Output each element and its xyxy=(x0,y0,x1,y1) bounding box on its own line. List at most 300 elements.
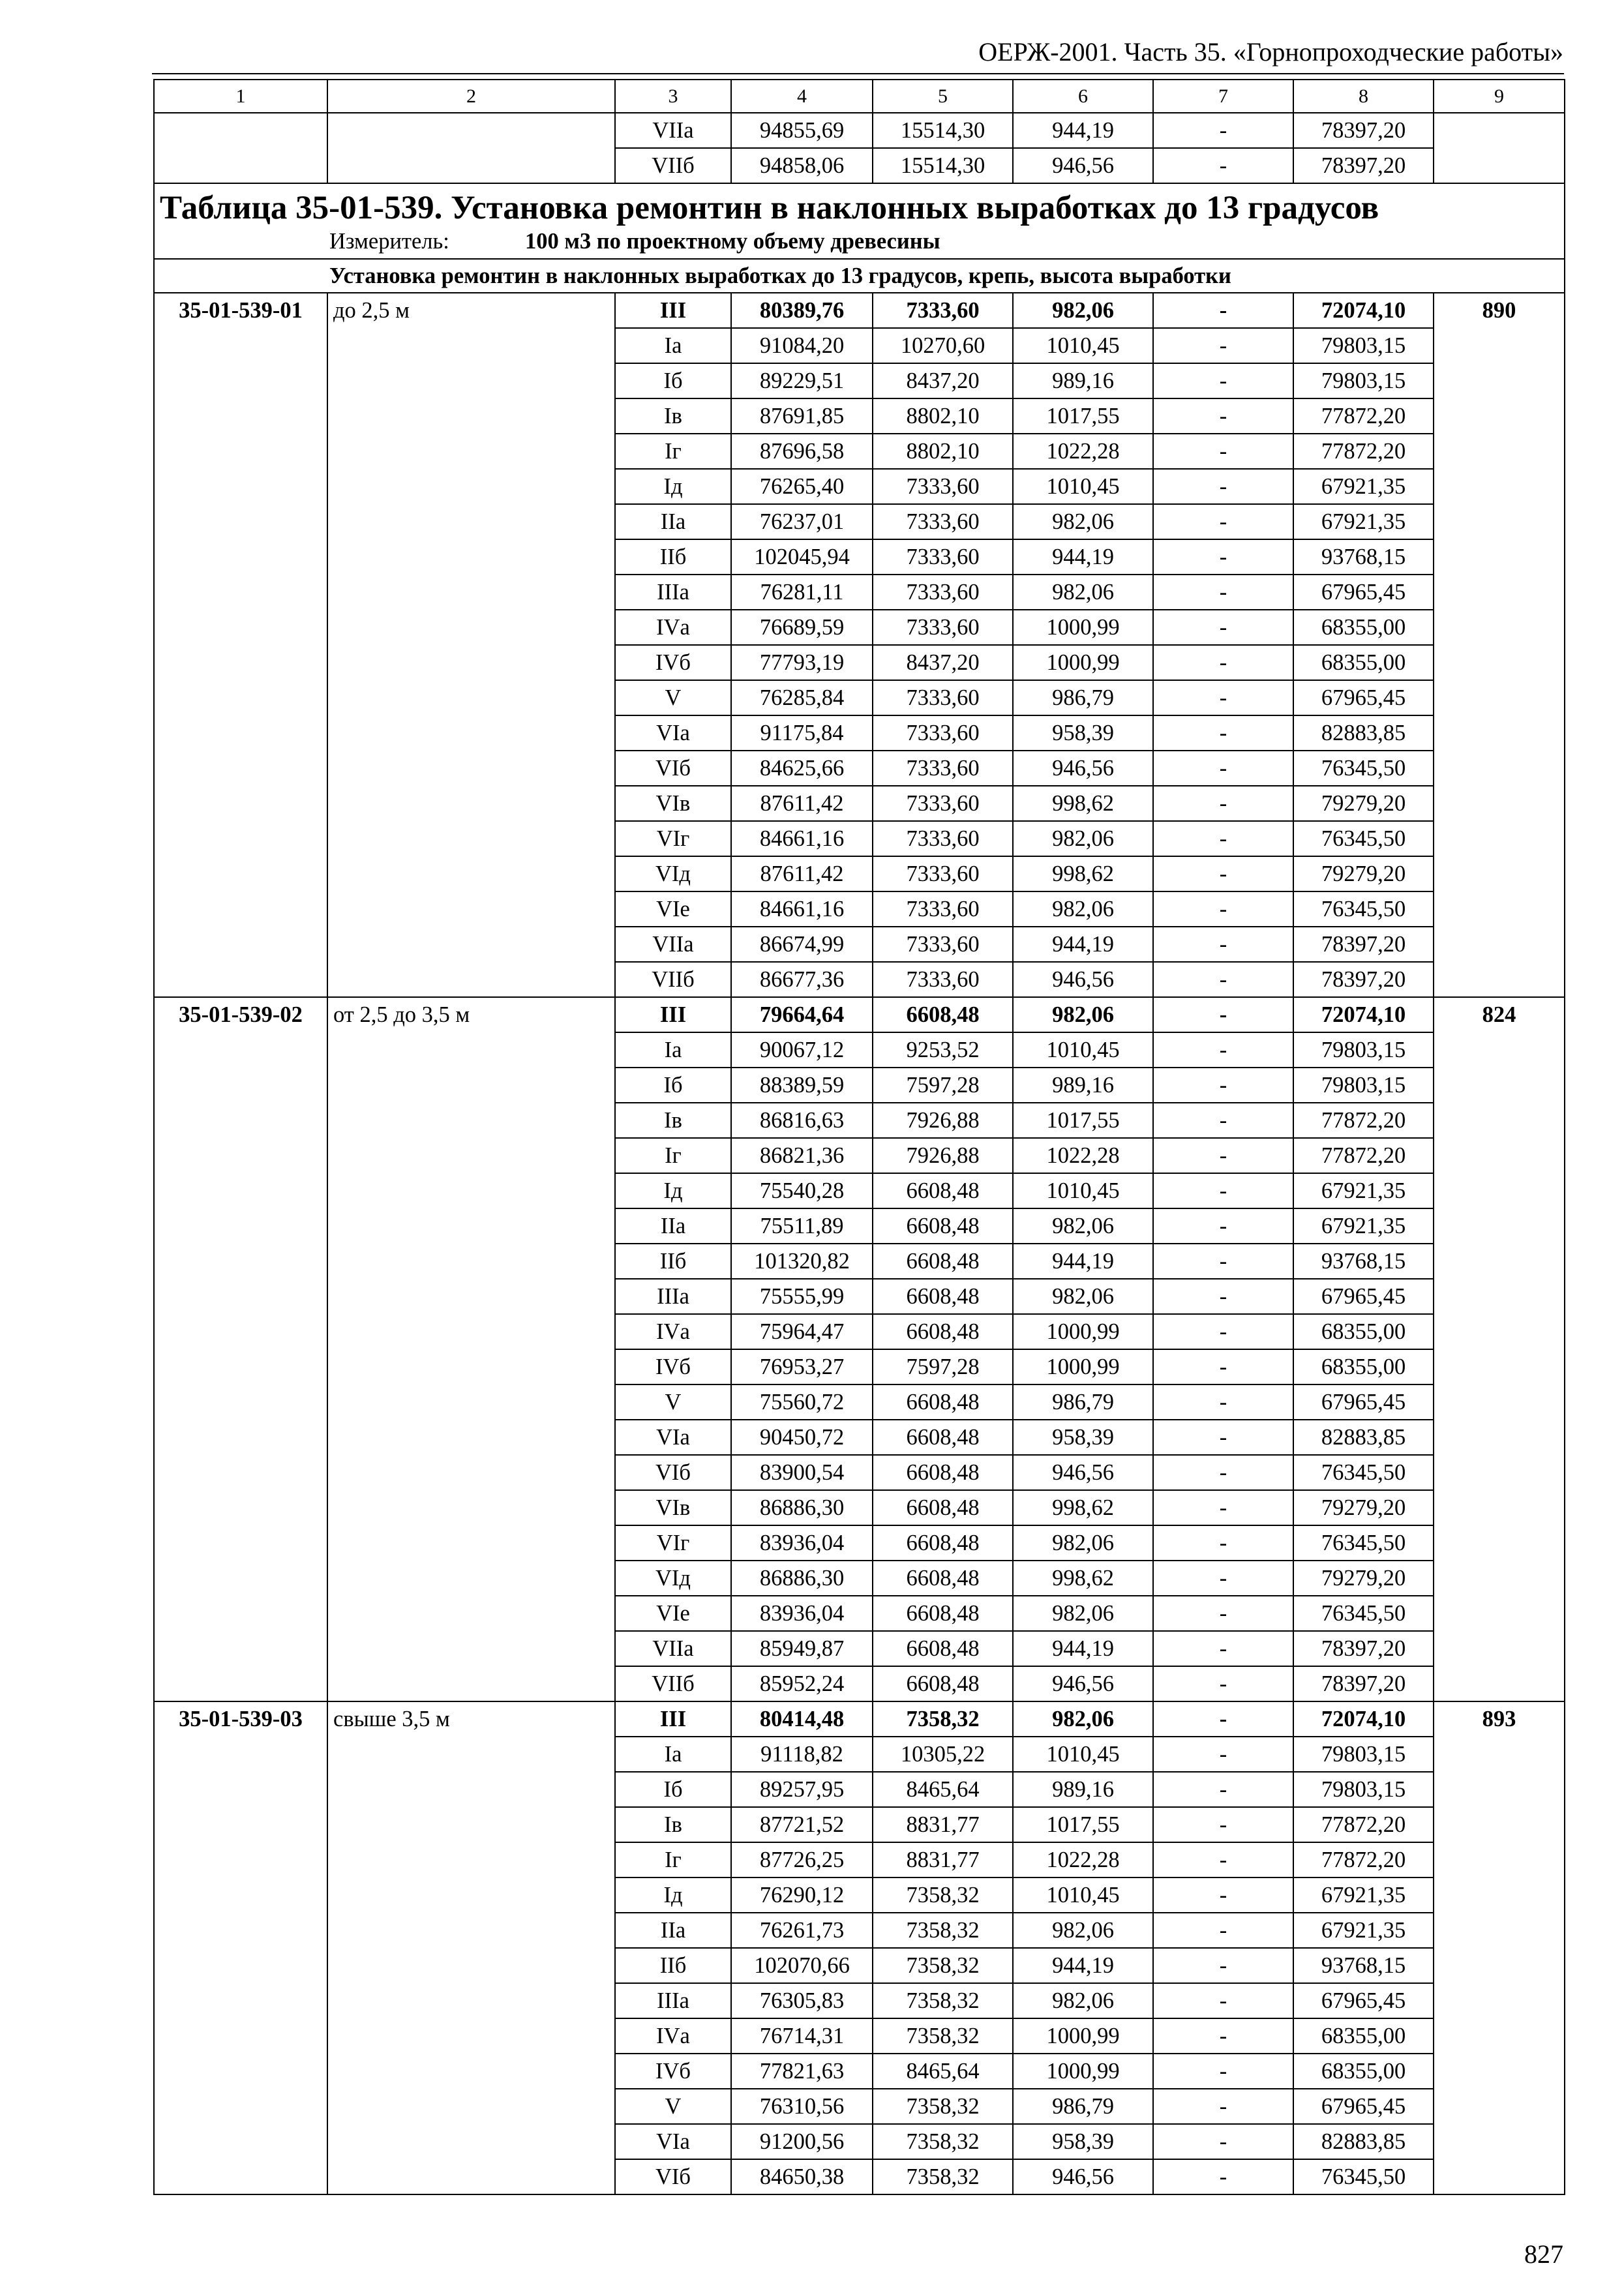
rate-code: 35-01-539-03 xyxy=(154,1701,327,2194)
table-cell: IVа xyxy=(615,1314,731,1349)
table-cell: - xyxy=(1153,1138,1293,1173)
table-cell: 1000,99 xyxy=(1013,645,1153,680)
table-cell: - xyxy=(1153,1525,1293,1561)
table-cell: - xyxy=(1153,398,1293,434)
table-cell: - xyxy=(1153,821,1293,856)
table-cell: - xyxy=(1153,1068,1293,1103)
table-cell: - xyxy=(1153,645,1293,680)
table-cell: IIб xyxy=(615,1244,731,1279)
table-row xyxy=(154,1701,1565,1737)
table-cell: 67921,35 xyxy=(1293,1173,1434,1208)
table-cell: 83936,04 xyxy=(731,1596,873,1631)
table-cell: 86674,99 xyxy=(731,927,873,962)
table-cell: 90450,72 xyxy=(731,1420,873,1455)
table-cell: 79279,20 xyxy=(1293,1561,1434,1596)
table-cell: 1022,28 xyxy=(1013,434,1153,469)
table-cell: 1000,99 xyxy=(1013,1314,1153,1349)
table-cell: 1010,45 xyxy=(1013,1878,1153,1913)
table-cell: 78397,20 xyxy=(1293,113,1434,148)
table-cell: - xyxy=(1153,1737,1293,1772)
column-number: 8 xyxy=(1293,80,1434,113)
table-cell: 76345,50 xyxy=(1293,751,1434,786)
table-cell: 86886,30 xyxy=(731,1490,873,1525)
table-cell: 1010,45 xyxy=(1013,469,1153,504)
table-cell: 8465,64 xyxy=(873,1772,1013,1807)
table-cell: - xyxy=(1153,891,1293,927)
table-cell: 79803,15 xyxy=(1293,1032,1434,1068)
table-cell: 982,06 xyxy=(1013,1208,1153,1244)
table-cell: 76265,40 xyxy=(731,469,873,504)
table-cell: 944,19 xyxy=(1013,927,1153,962)
table-cell: 7358,32 xyxy=(873,2159,1013,2194)
table-cell: Iв xyxy=(615,398,731,434)
table-cell: 91175,84 xyxy=(731,715,873,751)
table-cell: 76714,31 xyxy=(731,2018,873,2054)
table-cell: 6608,48 xyxy=(873,1173,1013,1208)
rate-total: 890 xyxy=(1434,293,1565,997)
table-cell: IIб xyxy=(615,1948,731,1983)
table-cell: - xyxy=(1153,293,1293,328)
table-cell: 6608,48 xyxy=(873,1279,1013,1314)
table-cell: - xyxy=(1153,469,1293,504)
table-cell: - xyxy=(1153,1420,1293,1455)
title-row xyxy=(154,183,1565,259)
table-cell: 75511,89 xyxy=(731,1208,873,1244)
table-cell: VIб xyxy=(615,751,731,786)
table-cell: IVа xyxy=(615,610,731,645)
table-cell: 944,19 xyxy=(1013,539,1153,575)
table-cell: - xyxy=(1153,1244,1293,1279)
table-cell: 77821,63 xyxy=(731,2054,873,2089)
table-cell: 7333,60 xyxy=(873,575,1013,610)
table-cell: 87691,85 xyxy=(731,398,873,434)
table-cell: - xyxy=(1153,363,1293,398)
table-cell: Iв xyxy=(615,1807,731,1842)
table-cell: - xyxy=(1153,680,1293,715)
table-cell: 67921,35 xyxy=(1293,469,1434,504)
table-cell: 7333,60 xyxy=(873,962,1013,997)
table-cell: 77872,20 xyxy=(1293,1842,1434,1878)
table-cell: 76345,50 xyxy=(1293,1525,1434,1561)
column-number: 3 xyxy=(615,80,731,113)
measure-label: Измеритель: xyxy=(329,229,449,254)
table-cell: - xyxy=(1153,1032,1293,1068)
table-cell: 1017,55 xyxy=(1013,398,1153,434)
table-cell: 82883,85 xyxy=(1293,2124,1434,2159)
table-cell: 6608,48 xyxy=(873,1455,1013,1490)
table-cell: 946,56 xyxy=(1013,751,1153,786)
table-cell: VIб xyxy=(615,2159,731,2194)
table-cell: Iб xyxy=(615,1772,731,1807)
table-cell: Iв xyxy=(615,1103,731,1138)
column-number: 4 xyxy=(731,80,873,113)
table-cell: Iд xyxy=(615,1878,731,1913)
table-cell: 1000,99 xyxy=(1013,2054,1153,2089)
table-cell: 76237,01 xyxy=(731,504,873,539)
table-cell: - xyxy=(1153,997,1293,1032)
table-cell: IIа xyxy=(615,1208,731,1244)
table-cell: 946,56 xyxy=(1013,148,1153,183)
table-cell: - xyxy=(1153,1455,1293,1490)
table-cell: - xyxy=(1153,1349,1293,1384)
table-cell: IIа xyxy=(615,1913,731,1948)
table-cell: 77872,20 xyxy=(1293,398,1434,434)
table-cell: - xyxy=(1153,328,1293,363)
table-cell: VIг xyxy=(615,821,731,856)
table-cell: 67965,45 xyxy=(1293,2089,1434,2124)
table-cell: 6608,48 xyxy=(873,1384,1013,1420)
table-cell: 76345,50 xyxy=(1293,891,1434,927)
table-cell: 67921,35 xyxy=(1293,1878,1434,1913)
table-cell: VIд xyxy=(615,856,731,891)
table-cell: 7926,88 xyxy=(873,1103,1013,1138)
page-number: 827 xyxy=(1524,2239,1563,2269)
table-cell: VIд xyxy=(615,1561,731,1596)
table-cell: Iа xyxy=(615,1032,731,1068)
table-cell: Iг xyxy=(615,434,731,469)
table-cell: 998,62 xyxy=(1013,1490,1153,1525)
table-cell: 6608,48 xyxy=(873,1420,1013,1455)
table-subtitle: Установка ремонтин в наклонных выработках до 13 градусов, крепь, высота выработки xyxy=(154,259,1565,293)
table-cell: 8831,77 xyxy=(873,1842,1013,1878)
table-cell: V xyxy=(615,2089,731,2124)
table-cell: - xyxy=(1153,2159,1293,2194)
table-cell: 83936,04 xyxy=(731,1525,873,1561)
table-cell: 75555,99 xyxy=(731,1279,873,1314)
table-cell: - xyxy=(1153,751,1293,786)
table-cell: - xyxy=(1153,1596,1293,1631)
table-cell: 7333,60 xyxy=(873,891,1013,927)
measure-line xyxy=(160,228,1559,254)
table-cell: 998,62 xyxy=(1013,856,1153,891)
name-cell xyxy=(327,113,615,183)
table-cell: 1000,99 xyxy=(1013,610,1153,645)
table-cell: 68355,00 xyxy=(1293,645,1434,680)
table-cell: 87721,52 xyxy=(731,1807,873,1842)
table-cell: 68355,00 xyxy=(1293,2054,1434,2089)
table-cell: V xyxy=(615,680,731,715)
table-cell: 7358,32 xyxy=(873,1878,1013,1913)
table-cell: 86886,30 xyxy=(731,1561,873,1596)
table-cell: IVа xyxy=(615,2018,731,2054)
table-cell: VIе xyxy=(615,891,731,927)
table-cell: - xyxy=(1153,1314,1293,1349)
table-cell: VIе xyxy=(615,1596,731,1631)
table-cell: 1000,99 xyxy=(1013,1349,1153,1384)
table-cell: IVб xyxy=(615,2054,731,2089)
table-cell: - xyxy=(1153,1701,1293,1737)
table-cell: 946,56 xyxy=(1013,2159,1153,2194)
table-cell: 7333,60 xyxy=(873,469,1013,504)
rate-name: от 2,5 до 3,5 м xyxy=(327,997,615,1701)
table-cell: VIIб xyxy=(615,148,731,183)
table-cell: VIIа xyxy=(615,1631,731,1666)
table-cell: 6608,48 xyxy=(873,1631,1013,1666)
table-cell: 1000,99 xyxy=(1013,2018,1153,2054)
table-cell: 86816,63 xyxy=(731,1103,873,1138)
table-cell: III xyxy=(615,997,731,1032)
rate-name: до 2,5 м xyxy=(327,293,615,997)
table-cell: 76305,83 xyxy=(731,1983,873,2018)
table-cell: - xyxy=(1153,148,1293,183)
table-cell: 6608,48 xyxy=(873,1561,1013,1596)
table-cell: III xyxy=(615,293,731,328)
table-cell: 6608,48 xyxy=(873,1314,1013,1349)
table-cell: 82883,85 xyxy=(1293,715,1434,751)
header-rule xyxy=(152,73,1564,74)
table-cell: 79664,64 xyxy=(731,997,873,1032)
table-cell: IVб xyxy=(615,1349,731,1384)
table-cell: 68355,00 xyxy=(1293,2018,1434,2054)
table-cell: 986,79 xyxy=(1013,680,1153,715)
table-cell: - xyxy=(1153,927,1293,962)
table-cell: IIIа xyxy=(615,575,731,610)
table-cell: - xyxy=(1153,856,1293,891)
table-cell: Iб xyxy=(615,363,731,398)
table-cell: 75540,28 xyxy=(731,1173,873,1208)
table-cell: 86821,36 xyxy=(731,1138,873,1173)
column-number: 7 xyxy=(1153,80,1293,113)
table-cell: 8465,64 xyxy=(873,2054,1013,2089)
table-cell: 77872,20 xyxy=(1293,434,1434,469)
table-cell: 93768,15 xyxy=(1293,1948,1434,1983)
table-cell: 93768,15 xyxy=(1293,1244,1434,1279)
table-cell: 1022,28 xyxy=(1013,1138,1153,1173)
table-cell: - xyxy=(1153,1983,1293,2018)
table-cell: 7333,60 xyxy=(873,856,1013,891)
column-number: 6 xyxy=(1013,80,1153,113)
table-row xyxy=(154,997,1565,1032)
table-cell: 84625,66 xyxy=(731,751,873,786)
table-cell: - xyxy=(1153,610,1293,645)
table-cell: 67965,45 xyxy=(1293,680,1434,715)
table-cell: 77872,20 xyxy=(1293,1138,1434,1173)
table-cell: - xyxy=(1153,1878,1293,1913)
table-cell: 101320,82 xyxy=(731,1244,873,1279)
table-cell: 7333,60 xyxy=(873,680,1013,715)
rate-total: 893 xyxy=(1434,1701,1565,2194)
table-cell: 7358,32 xyxy=(873,1983,1013,2018)
table-cell: Iд xyxy=(615,1173,731,1208)
table-cell: - xyxy=(1153,1208,1293,1244)
table-cell: 76689,59 xyxy=(731,610,873,645)
table-cell: 102070,66 xyxy=(731,1948,873,1983)
table-cell: 102045,94 xyxy=(731,539,873,575)
table-cell: 78397,20 xyxy=(1293,1666,1434,1701)
table-cell: 76345,50 xyxy=(1293,821,1434,856)
column-number: 1 xyxy=(154,80,327,113)
table-cell: 83900,54 xyxy=(731,1455,873,1490)
table-cell: 946,56 xyxy=(1013,962,1153,997)
table-cell: 67965,45 xyxy=(1293,1279,1434,1314)
table-cell: 79279,20 xyxy=(1293,856,1434,891)
table-cell: 15514,30 xyxy=(873,113,1013,148)
table-cell: 986,79 xyxy=(1013,1384,1153,1420)
table-cell: - xyxy=(1153,1631,1293,1666)
table-cell: Iг xyxy=(615,1138,731,1173)
table-cell: 982,06 xyxy=(1013,575,1153,610)
table-cell: 982,06 xyxy=(1013,1596,1153,1631)
table-cell: 7333,60 xyxy=(873,927,1013,962)
table-cell: III xyxy=(615,1701,731,1737)
table-cell: 67965,45 xyxy=(1293,1983,1434,2018)
table-cell: VIа xyxy=(615,1420,731,1455)
table-cell: 7358,32 xyxy=(873,2089,1013,2124)
table-cell: 982,06 xyxy=(1013,997,1153,1032)
table-cell: 89229,51 xyxy=(731,363,873,398)
rate-total: 824 xyxy=(1434,997,1565,1701)
table-cell: 79279,20 xyxy=(1293,1490,1434,1525)
table-cell: VIв xyxy=(615,1490,731,1525)
table-cell: 982,06 xyxy=(1013,1279,1153,1314)
table-title: Таблица 35-01-539. Установка ремонтин в наклонных выработках до 13 градусов xyxy=(160,190,1379,226)
table-cell: 94855,69 xyxy=(731,113,873,148)
table-cell: 1010,45 xyxy=(1013,1032,1153,1068)
table-cell: 67921,35 xyxy=(1293,1208,1434,1244)
table-cell: - xyxy=(1153,539,1293,575)
table-cell: 7333,60 xyxy=(873,751,1013,786)
table-cell: 87726,25 xyxy=(731,1842,873,1878)
table-cell: - xyxy=(1153,1279,1293,1314)
table-cell: VIIб xyxy=(615,1666,731,1701)
table-cell: 982,06 xyxy=(1013,891,1153,927)
table-cell: 89257,95 xyxy=(731,1772,873,1807)
table-row xyxy=(154,113,1565,148)
table-cell: 982,06 xyxy=(1013,1913,1153,1948)
table-cell: - xyxy=(1153,1842,1293,1878)
table-cell: - xyxy=(1153,113,1293,148)
table-cell: 6608,48 xyxy=(873,1666,1013,1701)
table-cell: 75560,72 xyxy=(731,1384,873,1420)
table-cell: - xyxy=(1153,715,1293,751)
table-cell: 87611,42 xyxy=(731,856,873,891)
table-cell: 93768,15 xyxy=(1293,539,1434,575)
table-cell: 68355,00 xyxy=(1293,1314,1434,1349)
table-cell: - xyxy=(1153,786,1293,821)
table-cell: 78397,20 xyxy=(1293,148,1434,183)
table-cell: 1010,45 xyxy=(1013,1173,1153,1208)
table-cell: 67965,45 xyxy=(1293,575,1434,610)
table-cell: 87611,42 xyxy=(731,786,873,821)
table-cell: 76285,84 xyxy=(731,680,873,715)
column-number: 2 xyxy=(327,80,615,113)
table-cell: 78397,20 xyxy=(1293,927,1434,962)
table-cell: VIг xyxy=(615,1525,731,1561)
measure-value: 100 м3 по проектному объему древесины xyxy=(525,229,940,254)
table-cell: 91084,20 xyxy=(731,328,873,363)
table-cell: - xyxy=(1153,434,1293,469)
table-cell: - xyxy=(1153,1666,1293,1701)
table-cell: 72074,10 xyxy=(1293,293,1434,328)
table-cell: 78397,20 xyxy=(1293,1631,1434,1666)
table-cell: 7358,32 xyxy=(873,2018,1013,2054)
table-cell: 78397,20 xyxy=(1293,962,1434,997)
table-cell: V xyxy=(615,1384,731,1420)
table-cell: 76345,50 xyxy=(1293,1455,1434,1490)
table-cell: 85952,24 xyxy=(731,1666,873,1701)
table-cell: - xyxy=(1153,1173,1293,1208)
table-cell: - xyxy=(1153,1772,1293,1807)
table-cell: 79803,15 xyxy=(1293,1068,1434,1103)
table-cell: 998,62 xyxy=(1013,1561,1153,1596)
table-cell: 72074,10 xyxy=(1293,997,1434,1032)
table-cell: 982,06 xyxy=(1013,1983,1153,2018)
table-cell: 1022,28 xyxy=(1013,1842,1153,1878)
table-cell: - xyxy=(1153,1103,1293,1138)
table-cell: VIа xyxy=(615,2124,731,2159)
code-cell xyxy=(154,113,327,183)
table-cell: 6608,48 xyxy=(873,997,1013,1032)
table-cell: 68355,00 xyxy=(1293,610,1434,645)
table-cell: 88389,59 xyxy=(731,1068,873,1103)
table-title-block xyxy=(154,183,1565,259)
table-cell: Iд xyxy=(615,469,731,504)
table-cell: 80389,76 xyxy=(731,293,873,328)
table-cell: 84650,38 xyxy=(731,2159,873,2194)
table-cell: 7333,60 xyxy=(873,293,1013,328)
table-cell: 982,06 xyxy=(1013,1701,1153,1737)
table-cell: Iа xyxy=(615,1737,731,1772)
table-cell: IIб xyxy=(615,539,731,575)
table-cell: 7597,28 xyxy=(873,1068,1013,1103)
table-cell: - xyxy=(1153,575,1293,610)
table-cell: 8437,20 xyxy=(873,363,1013,398)
table-cell: VIIа xyxy=(615,113,731,148)
table-cell: 7926,88 xyxy=(873,1138,1013,1173)
table-cell: 77872,20 xyxy=(1293,1103,1434,1138)
table-cell: 1017,55 xyxy=(1013,1103,1153,1138)
table-cell: VIIа xyxy=(615,927,731,962)
table-cell: 7333,60 xyxy=(873,821,1013,856)
table-cell: 72074,10 xyxy=(1293,1701,1434,1737)
table-cell: 9253,52 xyxy=(873,1032,1013,1068)
table-cell: 8802,10 xyxy=(873,434,1013,469)
total-cell xyxy=(1434,113,1565,183)
table-cell: 94858,06 xyxy=(731,148,873,183)
table-cell: 10305,22 xyxy=(873,1737,1013,1772)
running-header: ОЕРЖ-2001. Часть 35. «Горнопроходческие работы» xyxy=(978,37,1563,67)
table-cell: 958,39 xyxy=(1013,2124,1153,2159)
table-cell: Iг xyxy=(615,1842,731,1878)
table-cell: 15514,30 xyxy=(873,148,1013,183)
table-cell: 91118,82 xyxy=(731,1737,873,1772)
table-cell: 1010,45 xyxy=(1013,328,1153,363)
table-cell: - xyxy=(1153,1913,1293,1948)
table-cell: 91200,56 xyxy=(731,2124,873,2159)
column-number: 5 xyxy=(873,80,1013,113)
table-cell: 6608,48 xyxy=(873,1596,1013,1631)
table-cell: - xyxy=(1153,2054,1293,2089)
table-cell: 1017,55 xyxy=(1013,1807,1153,1842)
table-cell: - xyxy=(1153,962,1293,997)
table-cell: 7358,32 xyxy=(873,1948,1013,1983)
table-cell: 79803,15 xyxy=(1293,1737,1434,1772)
table-cell: 989,16 xyxy=(1013,1772,1153,1807)
table-cell: 944,19 xyxy=(1013,1948,1153,1983)
table-cell: 986,79 xyxy=(1013,2089,1153,2124)
table-cell: 76953,27 xyxy=(731,1349,873,1384)
table-cell: 6608,48 xyxy=(873,1208,1013,1244)
table-cell: 6608,48 xyxy=(873,1244,1013,1279)
table-cell: 944,19 xyxy=(1013,1244,1153,1279)
table-cell: Iа xyxy=(615,328,731,363)
table-cell: 944,19 xyxy=(1013,1631,1153,1666)
table-cell: 75964,47 xyxy=(731,1314,873,1349)
table-cell: 7358,32 xyxy=(873,1913,1013,1948)
table-cell: VIб xyxy=(615,1455,731,1490)
table-cell: 8802,10 xyxy=(873,398,1013,434)
table-cell: 958,39 xyxy=(1013,715,1153,751)
